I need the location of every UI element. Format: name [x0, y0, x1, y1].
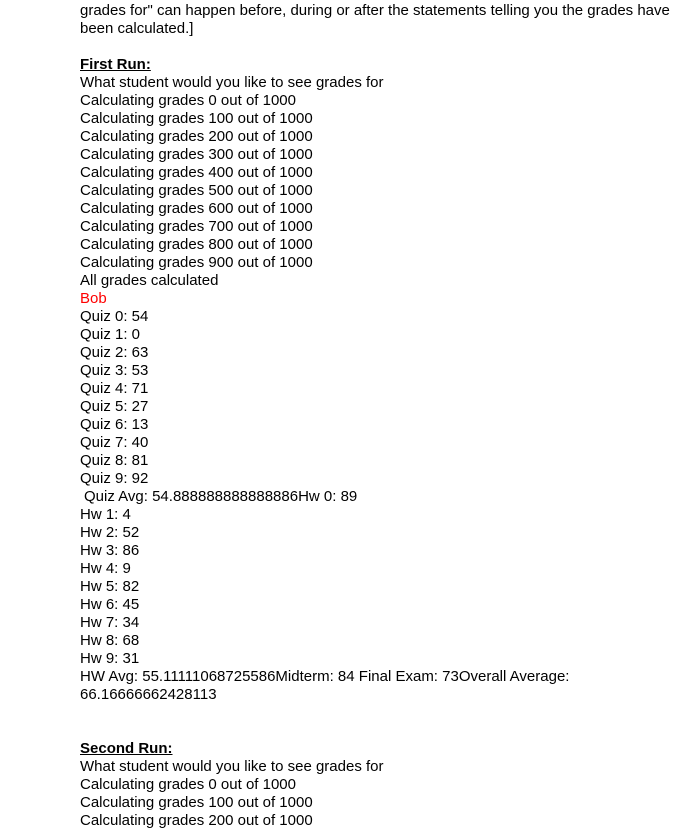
second-run-section	[80, 740, 678, 830]
quiz-line: Quiz 2: 63	[80, 344, 149, 361]
quiz-line: Quiz 0: 54	[80, 308, 149, 325]
calc-line: Calculating grades 100 out of 1000	[80, 110, 313, 127]
calc-line: Calculating grades 500 out of 1000	[80, 182, 313, 199]
first-run-section	[80, 56, 678, 704]
calc-line: Calculating grades 900 out of 1000	[80, 254, 313, 271]
hw-line: Hw 8: 68	[80, 632, 140, 649]
spacer	[80, 38, 678, 56]
quiz-avg-line: Quiz Avg: 54.888888888888886Hw 0: 89	[84, 488, 358, 505]
calc-line: Calculating grades 0 out of 1000	[80, 776, 296, 793]
hw-line: Hw 6: 45	[80, 596, 140, 613]
quiz-line: Quiz 9: 92	[80, 470, 149, 487]
calc-line: Calculating grades 0 out of 1000	[80, 92, 296, 109]
spacer	[80, 704, 678, 740]
hw-line: Hw 2: 52	[80, 524, 140, 541]
hw-line: Hw 3: 86	[80, 542, 140, 559]
student-input-text: Bob	[80, 290, 107, 307]
second-run-heading: Second Run:	[80, 740, 173, 757]
quiz-line: Quiz 3: 53	[80, 362, 149, 379]
hw-line: Hw 7: 34	[80, 614, 140, 631]
all-calculated-line: All grades calculated	[80, 272, 219, 289]
calc-line: Calculating grades 600 out of 1000	[80, 200, 313, 217]
intro-paragraph: grades for" can happen before, during or after the statements telling you the grades have been calculated.]	[80, 2, 670, 37]
quiz-line: Quiz 7: 40	[80, 434, 149, 451]
calc-line: Calculating grades 200 out of 1000	[80, 812, 313, 829]
quiz-line: Quiz 5: 27	[80, 398, 149, 415]
calc-line: Calculating grades 700 out of 1000	[80, 218, 313, 235]
hw-line: Hw 4: 9	[80, 560, 131, 577]
calc-line: Calculating grades 800 out of 1000	[80, 236, 313, 253]
quiz-line: Quiz 1: 0	[80, 326, 141, 343]
quiz-line: Quiz 8: 81	[80, 452, 149, 469]
calc-line: Calculating grades 100 out of 1000	[80, 794, 313, 811]
calc-line: Calculating grades 400 out of 1000	[80, 164, 313, 181]
calc-line: Calculating grades 300 out of 1000	[80, 146, 313, 163]
hw-line: Hw 9: 31	[80, 650, 140, 667]
hw-line: Hw 5: 82	[80, 578, 140, 595]
quiz-line: Quiz 6: 13	[80, 416, 149, 433]
hw-line: Hw 1: 4	[80, 506, 131, 523]
quiz-line: Quiz 4: 71	[80, 380, 149, 397]
first-run-heading: First Run:	[80, 56, 151, 73]
calc-line: Calculating grades 200 out of 1000	[80, 128, 313, 145]
first-run-prompt: What student would you like to see grades for	[80, 74, 384, 91]
summary-line: HW Avg: 55.11111068725586Midterm: 84 Final Exam: 73Overall Average: 66.16666662428113	[80, 668, 570, 703]
second-run-prompt: What student would you like to see grades for	[80, 758, 384, 775]
